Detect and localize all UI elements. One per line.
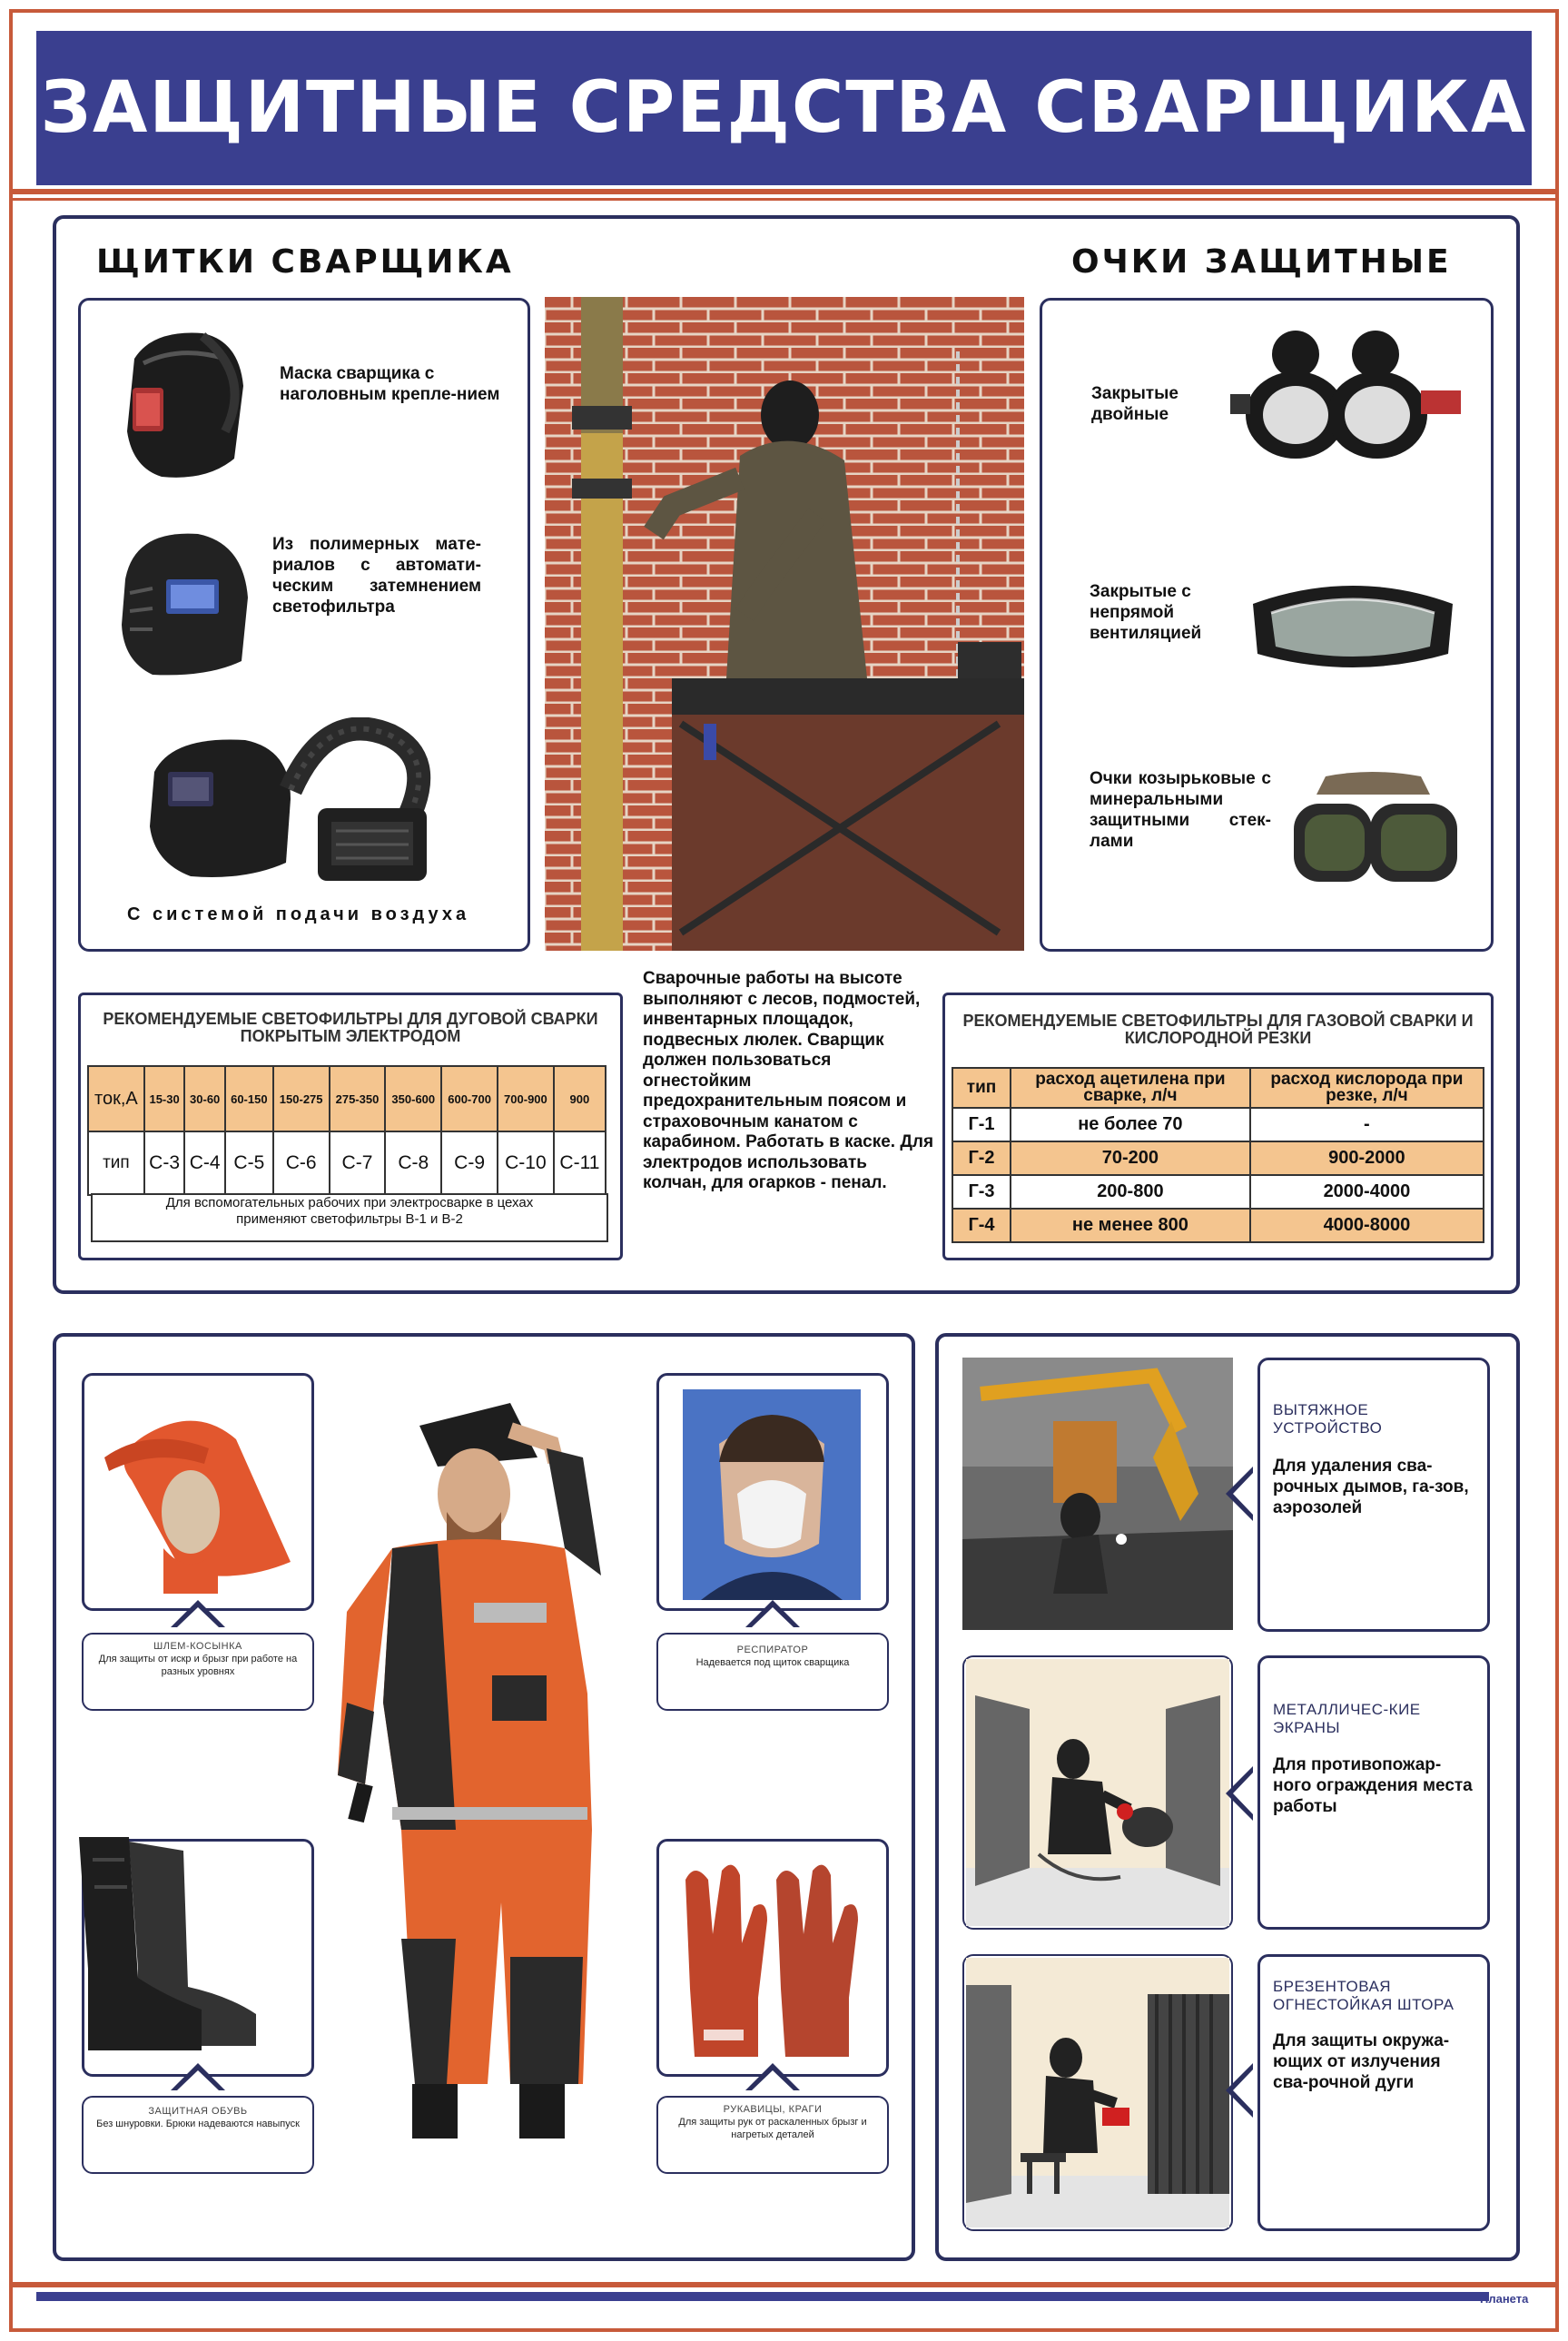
arc-current: 30-60 [184, 1066, 225, 1131]
boots-caption-title: ЗАЩИТНАЯ ОБУВЬ [148, 2106, 248, 2117]
arc-type: С-3 [144, 1131, 185, 1195]
curtain-illustration [966, 1958, 1229, 2227]
height-work-text: Сварочные работы на высоте выполняют с лесов, подмостей, инвентарных площадок, подвесных люлек. Сварщик должен пользоваться огнестойким предохранительным поясом и страховочным канатом с карабином. Работать в каске. Для электродов использовать колчан, для огарков - пенал. [643, 969, 934, 1192]
boots-caption-text: Без шнуровки. Брюки надеваются навыпуск [96, 2119, 300, 2129]
gas-col-oxygen: расход кислорода при резке, л/ч [1250, 1068, 1484, 1108]
left-arrow-icon [1233, 1773, 1253, 1814]
shields-heading: ЩИТКИ СВАРЩИКА [96, 243, 514, 281]
arc-type: С-4 [184, 1131, 225, 1195]
arc-current: 275-350 [330, 1066, 386, 1131]
arc-current: 600-700 [441, 1066, 498, 1131]
exhaust-title: ВЫТЯЖНОЕ УСТРОЙСТВО [1273, 1401, 1383, 1437]
arc-filter-table [87, 1065, 606, 1196]
helmet-caption [91, 1640, 305, 1678]
table-row [952, 1141, 1484, 1175]
gas-oxygen: - [1250, 1108, 1484, 1141]
respirator-caption [666, 1644, 880, 1669]
curtain-title: БРЕЗЕНТОВАЯ ОГНЕСТОЙКАЯ ШТОРА [1273, 1978, 1455, 2013]
respirator-caption-title: РЕСПИРАТОР [736, 1645, 809, 1655]
goggles-caption-1: Закрытые двойные [1091, 384, 1178, 424]
screens-text: Для противопожар-ного ограждения места работы [1273, 1755, 1473, 1816]
helmet-kerchief-icon [100, 1398, 295, 1594]
gas-filter-title: РЕКОМЕНДУЕМЫЕ СВЕТОФИЛЬТРЫ ДЛЯ ГАЗОВОЙ СВАРКИ И КИСЛОРОДНОЙ РЕЗКИ [962, 1012, 1474, 1047]
exhaust-device-photo [962, 1358, 1233, 1630]
table-row [952, 1209, 1484, 1242]
air-supply-helmet-icon [136, 717, 490, 890]
gas-acetylene: 200-800 [1011, 1175, 1250, 1209]
title-rule [13, 189, 1555, 194]
goggles-caption-2: Закрытые с непрямой вентиляцией [1090, 582, 1202, 643]
table-row [952, 1175, 1484, 1209]
gloves-caption [666, 2103, 880, 2141]
screens-title: МЕТАЛЛИЧЕС-КИЕ ЭКРАНЫ [1273, 1701, 1421, 1736]
welder-at-height-photo [545, 297, 1024, 951]
arc-current: 60-150 [225, 1066, 273, 1131]
arc-type: С-11 [554, 1131, 606, 1195]
gas-type: Г-4 [952, 1209, 1011, 1242]
respirator-caption-text: Надевается под щиток сварщика [695, 1657, 850, 1668]
respirator-photo [683, 1389, 861, 1600]
bottom-rule [13, 2282, 1555, 2287]
welding-mask-headband-icon [116, 322, 252, 486]
shield-caption-2: Из полимерных мате-риалов с автомати-ческим затемнением светофильтра [272, 535, 481, 617]
protective-boots-icon [74, 1832, 301, 2059]
gas-acetylene: не менее 800 [1011, 1209, 1250, 1242]
gloves-caption-text: Для защиты рук от раскаленных брызг и нагретых деталей [678, 2117, 867, 2140]
arc-type-label: тип [88, 1131, 144, 1195]
arc-current-row [88, 1066, 606, 1131]
goggles-caption-3: Очки козырьковые с минеральными защитными стек-лами [1090, 769, 1271, 851]
left-arrow-icon [1233, 2069, 1253, 2111]
gas-oxygen: 900-2000 [1250, 1141, 1484, 1175]
arc-type: С-9 [441, 1131, 498, 1195]
arc-current: 15-30 [144, 1066, 185, 1131]
arc-filter-note: Для вспомогательных рабочих при электросварке в цехах применяют светофильтры В-1 и В-2 [165, 1195, 534, 1227]
up-arrow-icon [177, 2070, 219, 2090]
curtain-text: Для защиты окружа-ющих от излучения сва-рочной дуги [1273, 2031, 1450, 2092]
title-band [36, 31, 1532, 185]
title-rule-thin [13, 198, 1555, 201]
gas-filter-table [952, 1067, 1484, 1243]
table-row [952, 1108, 1484, 1141]
metal-screens-illustration [966, 1659, 1229, 1926]
arc-current: 900 [554, 1066, 606, 1131]
gas-oxygen: 2000-4000 [1250, 1175, 1484, 1209]
arc-type: С-5 [225, 1131, 273, 1195]
gas-type: Г-2 [952, 1141, 1011, 1175]
page-title: ЗАЩИТНЫЕ СРЕДСТВА СВАРЩИКА [40, 67, 1528, 149]
arc-type-row [88, 1131, 606, 1195]
arc-type: С-10 [498, 1131, 554, 1195]
gas-oxygen: 4000-8000 [1250, 1209, 1484, 1242]
gas-type: Г-3 [952, 1175, 1011, 1209]
welding-gloves-icon [667, 1852, 878, 2061]
indirect-vent-goggles-icon [1244, 572, 1462, 681]
double-goggles-icon [1230, 329, 1466, 465]
gas-acetylene: не более 70 [1011, 1108, 1250, 1141]
gas-col-type: тип [952, 1068, 1011, 1108]
arc-current: 150-275 [273, 1066, 330, 1131]
arc-type: С-8 [385, 1131, 441, 1195]
gas-acetylene: 70-200 [1011, 1141, 1250, 1175]
exhaust-text: Для удаления сва-рочных дымов, га-зов, аэрозолей [1273, 1457, 1469, 1517]
publisher-logo: Планета [1480, 2292, 1529, 2306]
up-arrow-icon [752, 1607, 794, 1627]
helmet-caption-text: Для защиты от искр и брызг при работе на разных уровнях [98, 1654, 298, 1677]
left-arrow-icon [1233, 1473, 1253, 1515]
gas-col-acetylene: расход ацетилена при сварке, л/ч [1011, 1068, 1250, 1108]
bottom-band [36, 2292, 1489, 2301]
visor-goggles-icon [1276, 767, 1466, 894]
arc-current: 700-900 [498, 1066, 554, 1131]
shield-caption-3: С системой подачи воздуха [127, 904, 470, 924]
auto-darkening-helmet-icon [116, 525, 252, 679]
up-arrow-icon [752, 2070, 794, 2090]
arc-current-label: ток,А [88, 1066, 144, 1131]
gas-type: Г-1 [952, 1108, 1011, 1141]
goggles-heading: ОЧКИ ЗАЩИТНЫЕ [1071, 243, 1452, 281]
arc-type: С-6 [273, 1131, 330, 1195]
up-arrow-icon [177, 1607, 219, 1627]
arc-type: С-7 [330, 1131, 386, 1195]
helmet-caption-title: ШЛЕМ-КОСЫНКА [153, 1641, 242, 1652]
arc-current: 350-600 [385, 1066, 441, 1131]
gloves-caption-title: РУКАВИЦЫ, КРАГИ [723, 2104, 823, 2115]
arc-filter-title: РЕКОМЕНДУЕМЫЕ СВЕТОФИЛЬТРЫ ДЛЯ ДУГОВОЙ СВАРКИ ПОКРЫТЫМ ЭЛЕКТРОДОМ [103, 1010, 598, 1045]
shield-caption-1: Маска сварщика с наголовным крепле-нием [280, 364, 500, 404]
welder-suit-figure [329, 1394, 646, 2157]
gas-header-row [952, 1068, 1484, 1108]
boots-caption [91, 2105, 305, 2130]
